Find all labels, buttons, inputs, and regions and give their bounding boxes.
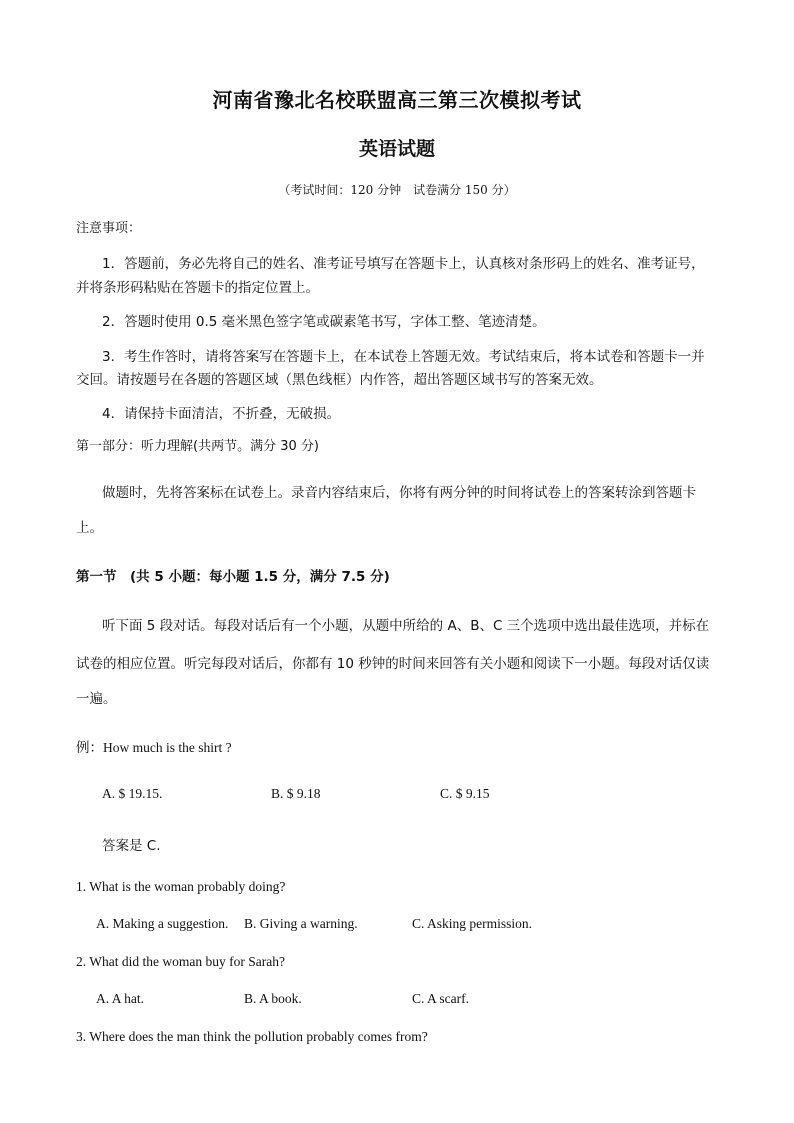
example-answer: 答案是 C. — [102, 838, 161, 854]
notice-item-1-line-1: 1．答题前，务必先将自己的姓名、准考证号填写在答题卡上，认真核对条形码上的姓名、准考证号， — [102, 256, 705, 272]
notice-item-3-line-1: 3．考生作答时，请将答案写在答题卡上，在本试卷上答题无效。考试结束后，将本试卷和答题卡一并 — [102, 349, 705, 365]
question-2-stem: 2. What did the woman buy for Sarah? — [76, 954, 285, 969]
example-option-c: C. $ 9.15 — [440, 786, 490, 801]
question-2-option-b: B. A book. — [244, 991, 302, 1006]
section-1-intro-line-2: 试卷的相应位置。听完每段对话后，你都有 10 秒钟的时间来回答有关小题和阅读下一小题。每段对话仅读 — [76, 656, 710, 672]
example-option-b: B. $ 9.18 — [271, 786, 321, 801]
part-1-intro-line-1: 做题时，先将答案标在试卷上。录音内容结束后，你将有两分钟的时间将试卷上的答案转涂到答题卡 — [102, 485, 696, 501]
part-1-intro-line-2: 上。 — [76, 520, 103, 536]
question-2-option-a: A. A hat. — [96, 991, 145, 1006]
section-1-heading: 第一节 (共 5 小题：每小题 1.5 分，满分 7.5 分) — [76, 569, 390, 585]
question-1-option-c: C. Asking permission. — [412, 916, 533, 931]
example-question: 例：How much is the shirt ? — [76, 740, 232, 755]
notice-item-2: 2．答题时使用 0.5 毫米黑色签字笔或碳素笔书写，字体工整、笔迹清楚。 — [102, 314, 546, 330]
subject-title: 英语试题 — [358, 138, 435, 160]
notice-item-1-line-2: 并将条形码粘贴在答题卡的指定位置上。 — [76, 280, 319, 296]
exam-info: （考试时间：120 分钟 试卷满分 150 分） — [278, 183, 516, 197]
question-1-option-b: B. Giving a warning. — [244, 916, 358, 931]
question-2-option-c: C. A scarf. — [412, 991, 469, 1006]
section-1-intro-line-1: 听下面 5 段对话。每段对话后有一个小题，从题中所给的 A、B、C 三个选项中选出最佳选项，并标在 — [102, 618, 710, 634]
question-3-stem: 3. Where does the man think the pollution probably comes from? — [76, 1029, 428, 1044]
notice-heading: 注意事项： — [76, 221, 142, 236]
question-1-option-a: A. Making a suggestion. — [96, 916, 229, 931]
question-1-stem: 1. What is the woman probably doing? — [76, 879, 286, 894]
exam-title: 河南省豫北名校联盟高三第三次模拟考试 — [212, 88, 582, 112]
notice-item-4: 4．请保持卡面清洁，不折叠，无破损。 — [102, 406, 341, 422]
example-option-a: A. $ 19.15. — [102, 786, 163, 801]
notice-item-3-line-2: 交回。请按题号在各题的答题区域（黑色线框）内作答，超出答题区域书写的答案无效。 — [76, 372, 603, 388]
section-1-intro-line-3: 一遍。 — [76, 691, 117, 707]
part-1-heading: 第一部分：听力理解(共两节。满分 30 分) — [76, 439, 319, 454]
